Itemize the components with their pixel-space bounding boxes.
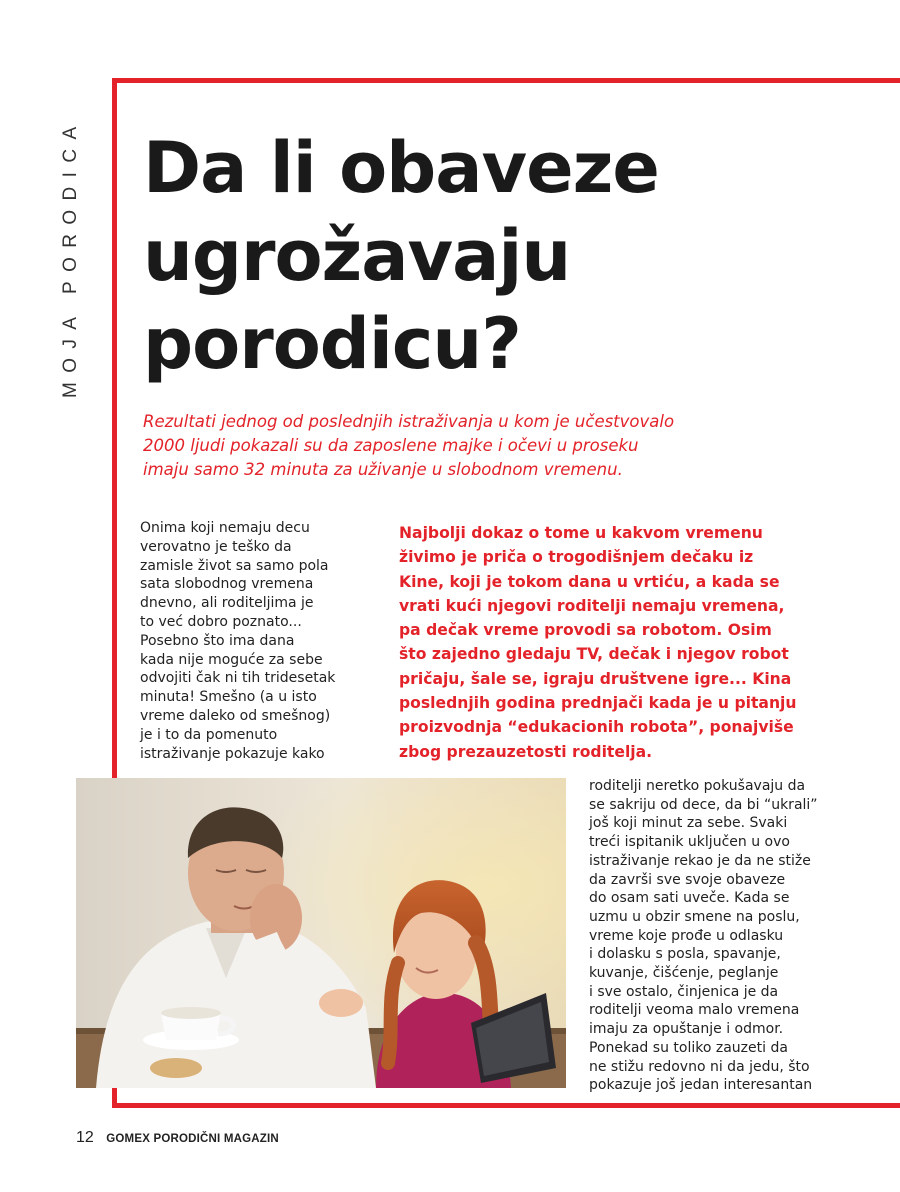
page-footer	[76, 1129, 279, 1147]
body-line: treći ispitanik uključen u ovo	[589, 834, 790, 851]
body-line: Ponekad su toliko zauzeti da	[589, 1039, 788, 1056]
body-line: do osam sati uveče. Kada se	[589, 890, 790, 907]
body-line: sata slobodnog vremena	[140, 576, 314, 593]
headline-line: ugrožavaju	[143, 215, 571, 297]
headline	[143, 124, 863, 388]
body-column-right	[589, 777, 849, 1095]
body-line: verovatno je teško da	[140, 538, 292, 555]
body-line: uzmu u obzir smene na poslu,	[589, 908, 800, 925]
highlight-line: što zajedno gledaju TV, dečak i njegov robot	[399, 645, 789, 664]
body-line: istraživanje pokazuje kako	[140, 745, 325, 762]
body-line: odvojiti čak ni tih tridesetak	[140, 670, 336, 687]
body-line: kada nije moguće za sebe	[140, 651, 323, 668]
lead-line: 2000 ljudi pokazali su da zaposlene majke i očevi u proseku	[143, 436, 639, 455]
highlight-line: Kine, koji je tokom dana u vrtiću, a kada se	[399, 572, 780, 591]
body-line: pokazuje još jedan interesantan	[589, 1077, 813, 1094]
body-line: je i to da pomenuto	[140, 726, 278, 743]
body-line: roditelji veoma malo vremena	[589, 1002, 800, 1019]
lead-paragraph	[143, 410, 783, 482]
lead-line: Rezultati jednog od poslednjih istraživanja u kom je učestvovalo	[143, 412, 675, 431]
body-line: Posebno što ima dana	[140, 632, 295, 649]
body-line: minuta! Smešno (a u isto	[140, 689, 317, 706]
headline-line: porodicu?	[143, 303, 521, 385]
highlight-line: Najbolji dokaz o tome u kakvom vremenu	[399, 524, 763, 542]
body-line: vreme daleko od smešnog)	[140, 707, 331, 724]
magazine-name: GOMEX PORODIČNI MAGAZIN	[106, 1133, 279, 1145]
father-daughter-photo	[76, 778, 566, 1088]
body-line: i sve ostalo, činjenica je da	[589, 983, 779, 1000]
body-column-left	[140, 519, 365, 763]
body-line: da završi sve svoje obaveze	[589, 871, 786, 888]
body-line: zamisle život sa samo pola	[140, 557, 329, 574]
body-line: ne stižu redovno ni da jedu, što	[589, 1058, 810, 1075]
body-line: imaju za opuštanje i odmor.	[589, 1021, 784, 1038]
body-line: se sakriju od dece, da bi “ukrali”	[589, 796, 818, 813]
lead-line: imaju samo 32 minuta za uživanje u slobodnom vremenu.	[143, 460, 623, 479]
body-line: i dolasku s posla, spavanje,	[589, 946, 781, 963]
body-line: Onima koji nemaju decu	[140, 520, 310, 536]
highlight-line: poslednjih godina prednjači kada je u pitanju	[399, 694, 797, 713]
highlight-line: živimo je priča o trogodišnjem dečaku iz	[399, 548, 754, 567]
highlight-line: pa dečak vreme provodi sa robotom. Osim	[399, 621, 772, 640]
headline-line: Da li obaveze	[143, 127, 659, 209]
body-line: kuvanje, čišćenje, peglanje	[589, 965, 779, 982]
highlight-line: zbog prezauzetosti roditelja.	[399, 742, 653, 761]
highlight-line: proizvodnja “edukacionih robota”, ponajviše	[399, 718, 794, 737]
page-number: 12	[76, 1129, 94, 1146]
highlight-paragraph	[399, 521, 869, 764]
section-label: MOJA PORODICA	[60, 117, 81, 398]
body-line: roditelji neretko pokušavaju da	[589, 778, 806, 794]
highlight-line: pričaju, šale se, igraju društvene igre... Kina	[399, 669, 792, 688]
body-line: još koji minut za sebe. Svaki	[589, 815, 788, 832]
body-line: to već dobro poznato...	[140, 613, 302, 630]
highlight-line: vrati kući njegovi roditelji nemaju vremena,	[399, 596, 785, 615]
body-line: istraživanje rekao je da ne stiže	[589, 852, 811, 869]
body-line: dnevno, ali roditeljima je	[140, 595, 314, 612]
body-line: vreme koje prođe u odlasku	[589, 927, 784, 944]
